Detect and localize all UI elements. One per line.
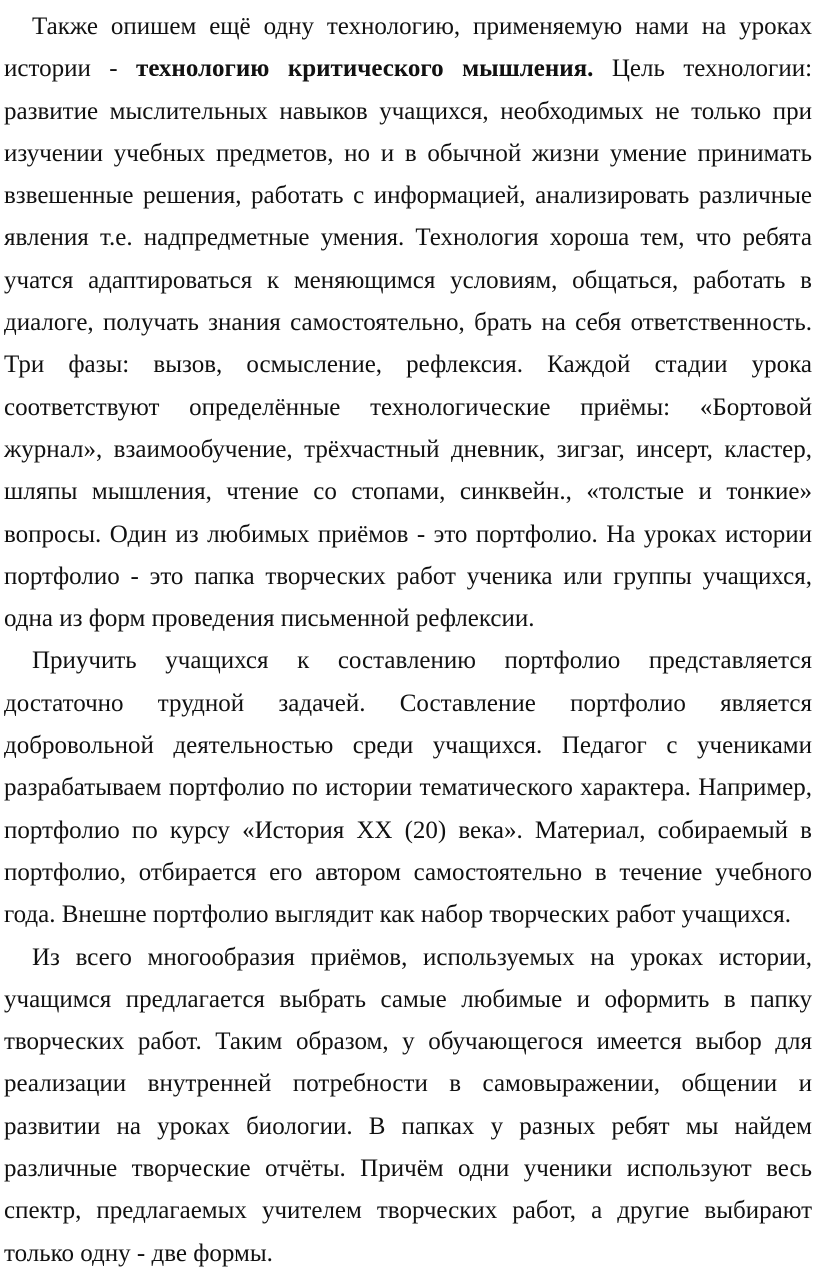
- paragraph-choice: Из всего многообразия приёмов, используемых на уроках истории, учащимся предлагается выбрать самые любимые и оформить в папку творческих работ. Таким образом, у обучающегося имеется выбор для реализации внутренней потребности в самовыражении, общении и развитии на уроках биологии. В папках у разных ребят мы найдем различные творческие отчёты. Причём одни ученики используют весь спектр, предлагаемых учителем творческих работ, а другие выбирают только одну - две формы.: [4, 943, 812, 1267]
- paragraph-1-body-text: Цель технологии: развитие мыслительных навыков учащихся, необходимых не только при изучении учебных предметов, но и в обычной жизни умение принимать взвешенные решения, работать с информацией, анализировать различные явления т.е. надпредметные умения. Технология хороша тем, что ребята учатся адаптироваться к меняющимся условиям, общаться, работать в диалоге, получать знания самостоятельно, брать на себя ответственность. Три фазы: вызов, осмысление, рефлексия. Каждой стадии урока соответствуют определённые технологические приёмы: «Бортовой журнал», взаимообучение, трёхчастный дневник, зигзаг, инсерт, кластер, шляпы мышления, чтение со стопами, синквейн., «толстые и тонкие» вопросы. Один из любимых приёмов - это портфолио. На уроках истории портфолио - это папка творческих работ ученика или группы учащихся, одна из форм проведения письменной рефлексии.: [4, 55, 813, 633]
- paragraph-1-intro-text: Также опишем ещё одну технологию, применяемую нами на уроках истории -: [4, 13, 812, 83]
- paragraph-critical-thinking: [4, 6, 812, 640]
- paragraph-1-bold-term: технологию критического мышления.: [136, 55, 594, 83]
- paragraph-portfolio: Приучить учащихся к составлению портфолио представляется достаточно трудной задачей. Составление портфолио является добровольной деятельностью среди учащихся. Педагог с учениками разрабатываем портфолио по истории тематического характера. Например, портфолио по курсу «История XX (20) века». Материал, собираемый в портфолио, отбирается его автором самостоятельно в течение учебного года. Внешне портфолио выглядит как набор творческих работ учащихся.: [4, 647, 812, 929]
